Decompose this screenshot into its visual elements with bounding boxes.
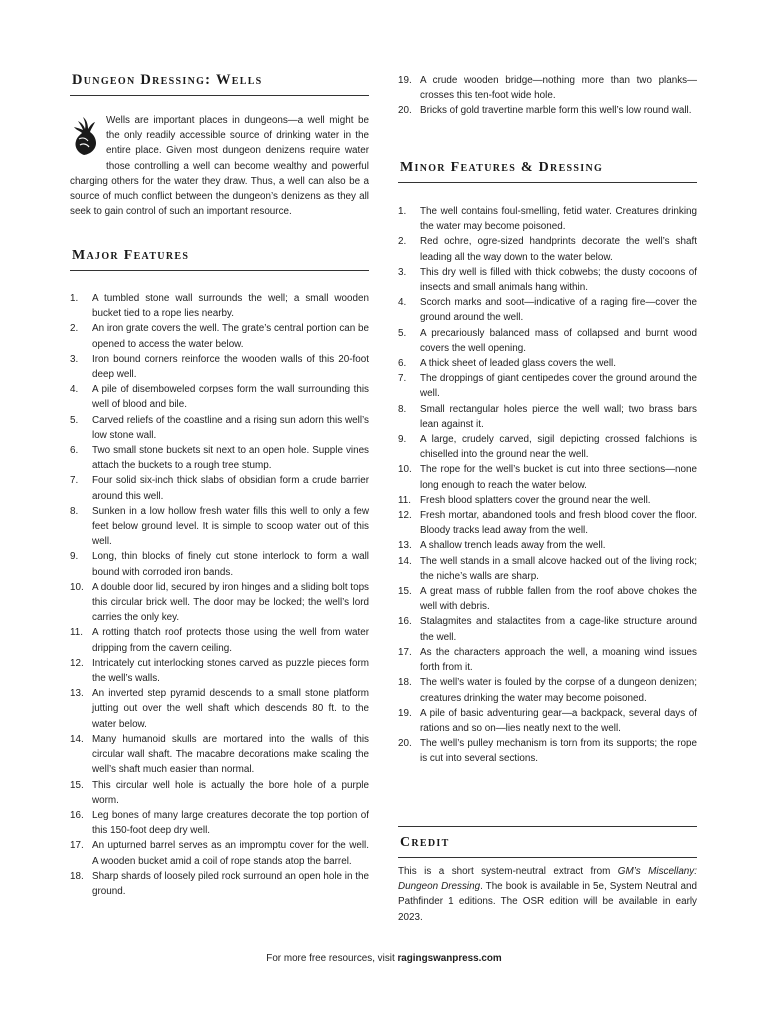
list-item: 8. Sunken in a low hollow fresh water fills this well to only a few feet below ground level. It is simple to scoop water out of this well. (70, 505, 369, 548)
intro-block (70, 113, 369, 219)
list-item: 15. This circular well hole is actually the bore hole of a purple worm. (70, 779, 369, 806)
list-item: 15. A great mass of rubble fallen from the roof above chokes the well with debris. (398, 586, 697, 613)
list-item: 19. A pile of basic adventuring gear—a backpack, several days of rations and so on—lies neatly next to the well. (398, 707, 697, 734)
list-item: 7. Four solid six-inch thick slabs of obsidian form a crude barrier around this well. (70, 475, 369, 502)
list-item: 8. Small rectangular holes pierce the well wall; two brass bars lean against it. (398, 403, 697, 430)
major-features-list-continued (398, 73, 697, 119)
list-item: 11. A rotting thatch roof protects those using the well from water dripping from the cavern ceiling. (70, 627, 369, 654)
list-item: 7. The droppings of giant centipedes cover the ground around the well. (398, 373, 697, 400)
list-item: 1. A tumbled stone wall surrounds the well; a small wooden bucket tied to a rope lies nearby. (70, 293, 369, 320)
list-item: 6. Two small stone buckets sit next to an open hole. Supple vines attach the buckets to a rough tree stump. (70, 445, 369, 472)
list-item: 5. A precariously balanced mass of collapsed and burnt wood covers the well opening. (398, 327, 697, 354)
raging-swan-icon (70, 115, 100, 159)
list-item: 3. This dry well is filled with thick cobwebs; the dusty cocoons of insects and small animals hang within. (398, 266, 697, 294)
list-item: 14. The well stands in a small alcove hacked out of the living rock; the niche’s walls are sharp. (398, 555, 697, 582)
list-item: 4. Scorch marks and soot—indicative of a raging fire—cover the ground around the well. (398, 297, 697, 324)
list-item: 18. Sharp shards of loosely piled rock surround an open hole in the ground. (70, 870, 369, 897)
list-item: 13. A shallow trench leads away from the well. (398, 540, 606, 552)
page-title: Dungeon Dressing: Wells (70, 72, 369, 96)
list-item: 4. A pile of disemboweled corpses form the wall surrounding this well of blood and bile. (70, 384, 369, 411)
footer-link[interactable]: ragingswanpress.com (397, 953, 502, 964)
book-title: GM’s Miscellany: Dungeon Dressing (398, 866, 697, 893)
list-item: 20. The well’s pulley mechanism is torn from its supports; the rope is cut into several sections. (398, 738, 697, 765)
credit-heading: Credit (398, 826, 697, 858)
minor-features-heading: Minor Features & Dressing (398, 160, 697, 183)
list-item: 17. As the characters approach the well, a moaning wind issues forth from it. (398, 646, 697, 674)
list-item: 20. Bricks of gold travertine marble form this well’s low round wall. (398, 105, 692, 117)
footer-text: For more free resources, visit (266, 953, 398, 964)
major-features-heading: Major Features (70, 248, 369, 271)
list-item: 19. A crude wooden bridge—nothing more than two planks—crosses this ten-foot wide hole. (398, 75, 697, 102)
minor-features-list (398, 204, 697, 767)
list-item: 2. Red ochre, ogre-sized handprints decorate the well’s shaft leading all the way down to the water below. (398, 236, 697, 263)
list-item: 5. Carved reliefs of the coastline and a rising sun adorn this well’s low stone wall. (70, 414, 369, 441)
intro-text: Wells are important places in dungeons—a well might be the only readily accessible source of drinking water in the entire place. Given most dungeon denizens require water those controlling a well can become wealthy and powerful charging others for the water they draw. Thus, a well can also be a source of much conflict between the dungeon’s denizens as they all seek to gain control of such an important resource. (70, 115, 369, 218)
list-item: 9. A large, crudely carved, sigil depicting crossed falchions is chiselled into the ground near the well. (398, 434, 697, 461)
footer (0, 953, 768, 964)
list-item: 6. A thick sheet of leaded glass covers the well. (398, 358, 616, 370)
credit-text: This is a short system-neutral extract from GM’s Miscellany: Dungeon Dressing. The book is available in 5e, System Neutral and Pathfinder 1 editions. The OSR edition will be available in early 2023. (398, 866, 697, 923)
list-item: 3. Iron bound corners reinforce the wooden walls of this 20-foot deep well. (70, 353, 369, 381)
major-features-list (70, 291, 369, 899)
list-item: 9. Long, thin blocks of finely cut stone interlock to form a wall bound with corroded iron bands. (70, 551, 369, 578)
list-item: 17. An upturned barrel serves as an impromptu cover for the well. A wooden bucket amid a coil of rope stands atop the barrel. (70, 840, 369, 867)
list-item: 13. An inverted step pyramid descends to a small stone platform jutting out over the well shaft which descends 80 ft. to the water below. (70, 688, 369, 730)
list-item: 18. The well’s water is fouled by the corpse of a dungeon denizen; creatures drinking the water may become poisoned. (398, 677, 697, 704)
list-item: 2. An iron grate covers the well. The grate’s central portion can be opened to access the water below. (70, 323, 369, 350)
list-item: 16. Leg bones of many large creatures decorate the top portion of this 150-foot deep dry well. (70, 809, 369, 837)
list-item: 1. The well contains foul-smelling, fetid water. Creatures drinking the water may become poisoned. (398, 206, 697, 233)
list-item: 10. A double door lid, secured by iron hinges and a sliding bolt tops this circular brick well. The door may be locked; the well’s lord carries the only key. (70, 581, 369, 624)
list-item: 16. Stalagmites and stalactites from a cage-like structure around the well. (398, 616, 697, 643)
list-item: 10. The rope for the well’s bucket is cut into three sections—none long enough to reach the water below. (398, 464, 697, 491)
list-item: 12. Fresh mortar, abandoned tools and fresh blood cover the floor. Bloody tracks lead away from the well. (398, 510, 697, 537)
list-item: 11. Fresh blood splatters cover the ground near the well. (398, 494, 651, 506)
list-item: 14. Many humanoid skulls are mortared into the walls of this circular wall shaft. The macabre decorations make scaling the well’s shaft much easier than normal. (70, 733, 369, 776)
list-item: 12. Intricately cut interlocking stones carved as puzzle pieces form the well’s walls. (70, 657, 369, 685)
